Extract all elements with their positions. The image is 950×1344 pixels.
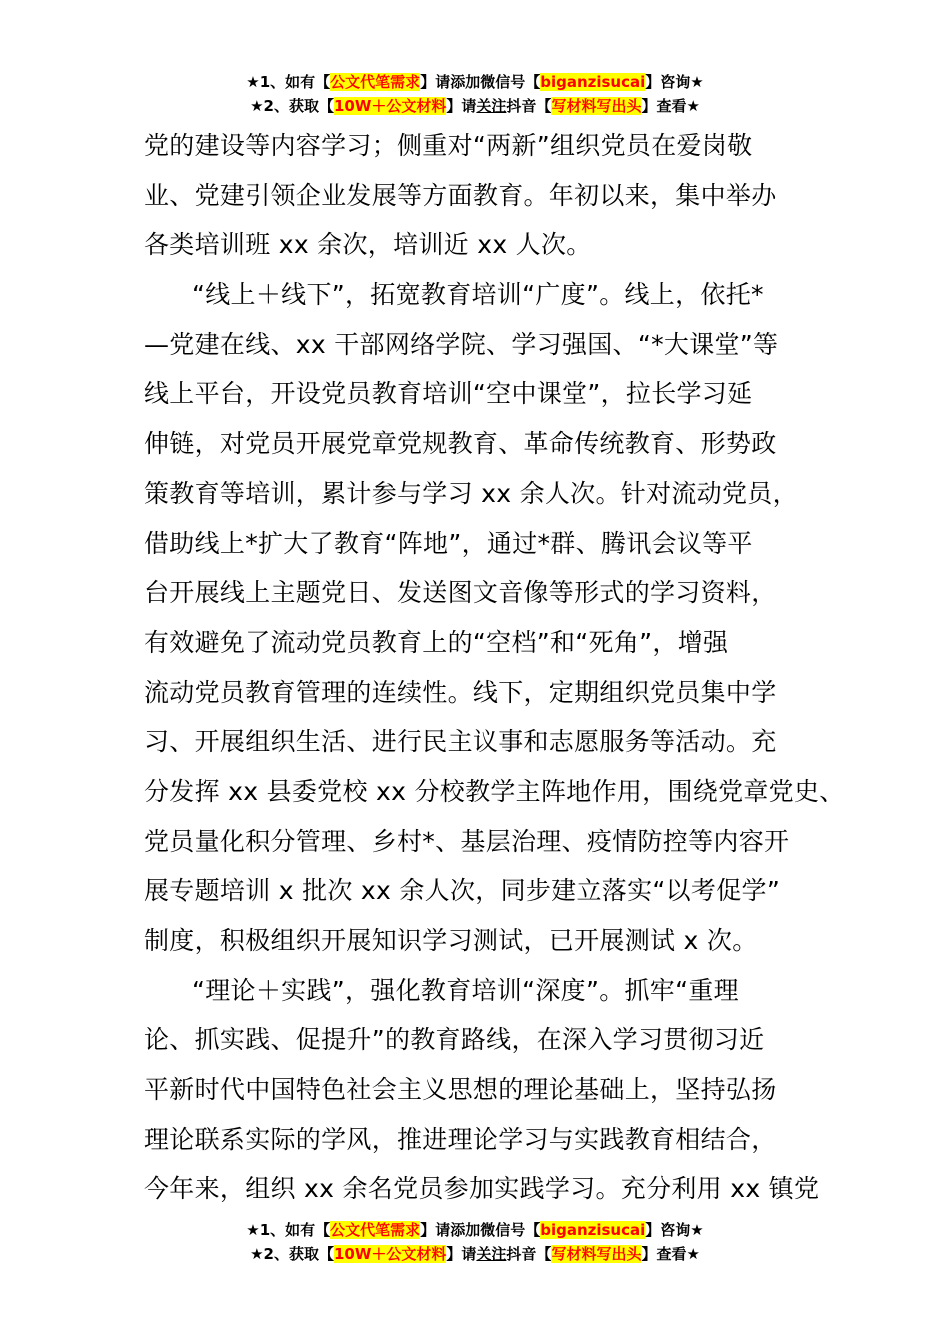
body-line: 论、抓实践、促提升”的教育路线，在深入学习贯彻习近	[144, 1025, 765, 1055]
body-line: 伸链，对党员开展党章党规教育、革命传统教育、形势政	[144, 429, 777, 459]
body-line: 展专题培训 x 批次 xx 余人次，同步建立落实“以考促学”	[144, 876, 781, 906]
banner-text: 】请	[446, 97, 477, 115]
banner-highlight: 公文代笔需求	[330, 1221, 421, 1239]
banner-text: ★1、如有【	[246, 1221, 331, 1239]
body-line: 党的建设等内容学习；侧重对“两新”组织党员在爱岗敬	[144, 131, 753, 160]
body-line: 各类培训班 xx 余次，培训近 xx 人次。	[144, 230, 592, 260]
footer-banner	[0, 1218, 950, 1266]
banner-highlight: 10W＋公文材料	[333, 1245, 447, 1263]
body-line: 业、党建引领企业发展等方面教育。年初以来，集中举办	[144, 180, 777, 210]
body-line: 流动党员教育管理的连续性。线下，定期组织党员集中学	[144, 677, 777, 707]
banner-line-2	[0, 94, 950, 118]
body-line: 制度，积极组织开展知识学习测试，已开展测试 x 次。	[144, 926, 758, 955]
banner-text: ★2、获取【	[250, 1245, 334, 1263]
body-line: 台开展线上主题党日、发送图文音像等形式的学习资料，	[144, 578, 777, 608]
banner-highlight: biganzisucai	[540, 1221, 646, 1239]
body-line: 习、开展组织生活、进行民主议事和志愿服务等活动。充	[144, 727, 777, 757]
banner-highlight: 10W＋公文材料	[333, 97, 447, 115]
body-line: 借助线上*扩大了教育“阵地”，通过*群、腾讯会议等平	[144, 528, 753, 558]
body-line: 平新时代中国特色社会主义思想的理论基础上，坚持弘扬	[144, 1075, 777, 1105]
banner-line-1	[0, 70, 950, 94]
banner-text: 】咨询★	[645, 73, 704, 91]
header-banner	[0, 70, 950, 118]
banner-text: ★1、如有【	[246, 73, 331, 91]
banner-text: 】查看★	[641, 1245, 700, 1263]
body-line: 线上平台，开设党员教育培训“空中课堂”，拉长学习延	[144, 379, 753, 409]
banner-underline: 关注	[476, 1245, 507, 1263]
banner-text: 】查看★	[641, 97, 700, 115]
banner-highlight: 公文代笔需求	[330, 73, 421, 91]
body-line: 分发挥 xx 县委党校 xx 分校教学主阵地作用，围绕党章党史、	[144, 776, 845, 806]
banner-underline: 关注	[476, 97, 507, 115]
banner-text: 】请添加微信号【	[420, 1221, 541, 1239]
banner-line-1	[0, 1218, 950, 1242]
banner-highlight: biganzisucai	[540, 73, 646, 91]
document-body	[144, 121, 845, 1214]
body-line: 党员量化积分管理、乡村*、基层治理、疫情防控等内容开	[144, 826, 790, 856]
body-line: 有效避免了流动党员教育上的“空档”和“死角”，增强	[144, 627, 729, 657]
banner-text: 】请	[446, 1245, 477, 1263]
body-line: 策教育等培训，累计参与学习 xx 余人次。针对流动党员，	[144, 478, 798, 508]
banner-text: 】请添加微信号【	[420, 73, 541, 91]
banner-highlight: 写材料写出头	[551, 1245, 642, 1263]
body-line: 理论联系实际的学风，推进理论学习与实践教育相结合，	[144, 1124, 777, 1154]
body-line: —党建在线、xx 干部网络学院、学习强国、“*大课堂”等	[144, 329, 779, 359]
body-line: 今年来，组织 xx 余名党员参加实践学习。充分利用 xx 镇党	[144, 1174, 820, 1204]
banner-text: 】咨询★	[645, 1221, 704, 1239]
body-line: “线上＋线下”，拓宽教育培训“广度”。线上，依托*	[192, 280, 764, 310]
body-line: “理论＋实践”，强化教育培训“深度”。抓牢“重理	[192, 975, 739, 1005]
banner-line-2	[0, 1242, 950, 1266]
banner-text: 抖音【	[506, 97, 552, 115]
banner-text: ★2、获取【	[250, 97, 334, 115]
banner-highlight: 写材料写出头	[551, 97, 642, 115]
banner-text: 抖音【	[506, 1245, 552, 1263]
